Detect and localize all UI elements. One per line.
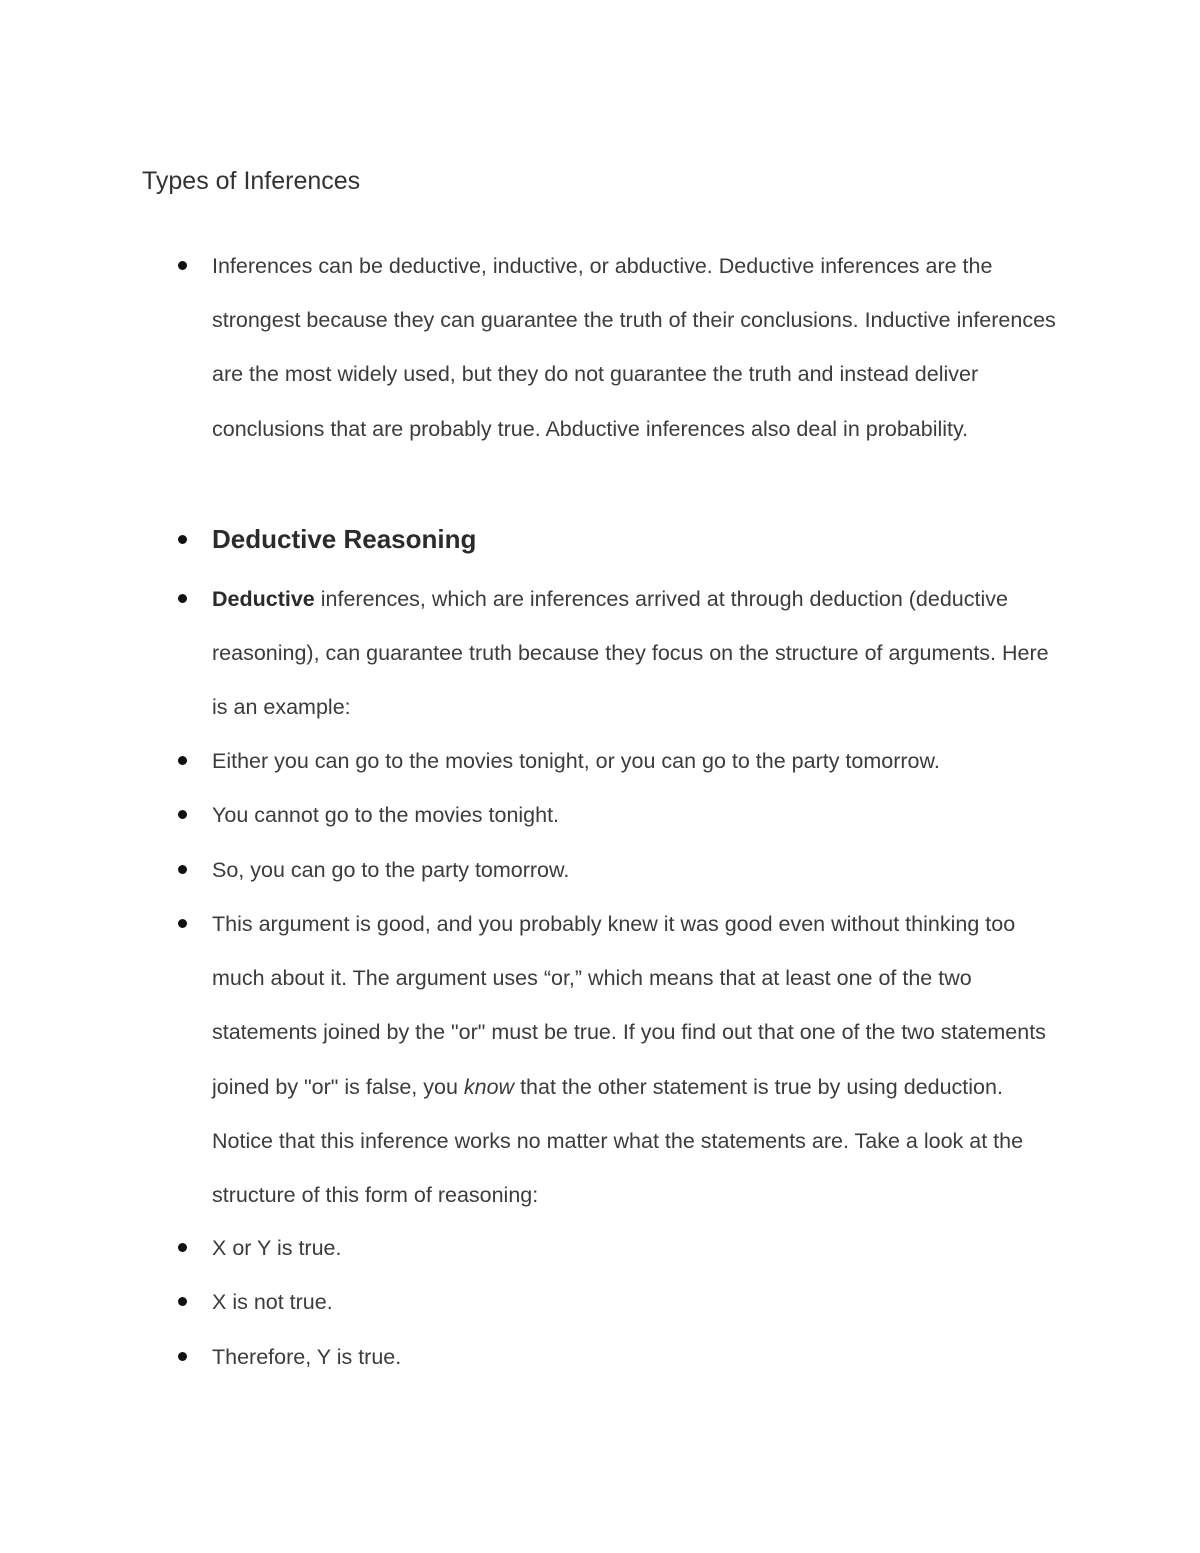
list-item-form-2 <box>212 1275 1062 1329</box>
bullet-icon <box>178 1243 187 1252</box>
list-item-explanation <box>212 897 1062 1222</box>
list-item-deductive-definition <box>212 572 1062 735</box>
bullet-icon <box>178 810 187 819</box>
intro-text: Inferences can be deductive, inductive, or abductive. Deductive inferences are the strongest because they can guarantee the truth of their conclusions. Inductive inferences are the most widely used, but they do not guarantee the truth and instead deliver conclusions that are probably true. Abductive inferences also deal in probability. <box>212 254 1056 441</box>
list-item-example-1 <box>212 734 1062 788</box>
emphasis-know: know <box>463 1074 515 1099</box>
list-item-intro <box>212 239 1062 456</box>
form-text: X or Y is true. <box>212 1236 342 1260</box>
example-text: Either you can go to the movies tonight, or you can go to the party tomorrow. <box>212 749 940 773</box>
bullet-icon <box>178 594 187 603</box>
deductive-definition-text: inferences, which are inferences arrived at through deduction (deductive reasoning), can guarantee truth because they focus on the structure of arguments. Here is an example: <box>212 587 1049 720</box>
term-deductive: Deductive <box>212 587 315 611</box>
list-item-example-3 <box>212 843 1062 897</box>
bullet-icon <box>178 1352 187 1361</box>
bullet-icon <box>178 756 187 765</box>
example-text: You cannot go to the movies tonight. <box>212 803 560 827</box>
form-text: Therefore, Y is true. <box>212 1345 402 1369</box>
explanation-text-part2: that the other statement is true by using deduction. Notice that this inference works no matter what the statements are. Take a look at the structure of this form of reasoning: <box>212 1074 1024 1208</box>
example-text: So, you can go to the party tomorrow. <box>212 858 570 882</box>
bullet-icon <box>178 919 187 928</box>
list-item-form-1 <box>212 1221 1062 1275</box>
bullet-icon <box>178 261 187 270</box>
list-item-form-3 <box>212 1330 1062 1384</box>
list-item-heading <box>212 519 1062 559</box>
bullet-icon <box>178 1297 187 1306</box>
form-text: X is not true. <box>212 1290 333 1314</box>
section-heading: Deductive Reasoning <box>212 524 477 554</box>
document-title: Types of Inferences <box>142 167 361 195</box>
bullet-icon <box>178 535 187 544</box>
bullet-icon <box>178 865 187 874</box>
explanation-text-part1: This argument is good, and you probably knew it was good even without thinking too much about it. The argument uses “or,” which means that at least one of the two statements joined by the "or" must be true. If you find out that one of the two statements joined by "or" is false, you <box>212 912 1046 1099</box>
list-item-example-2 <box>212 788 1062 842</box>
